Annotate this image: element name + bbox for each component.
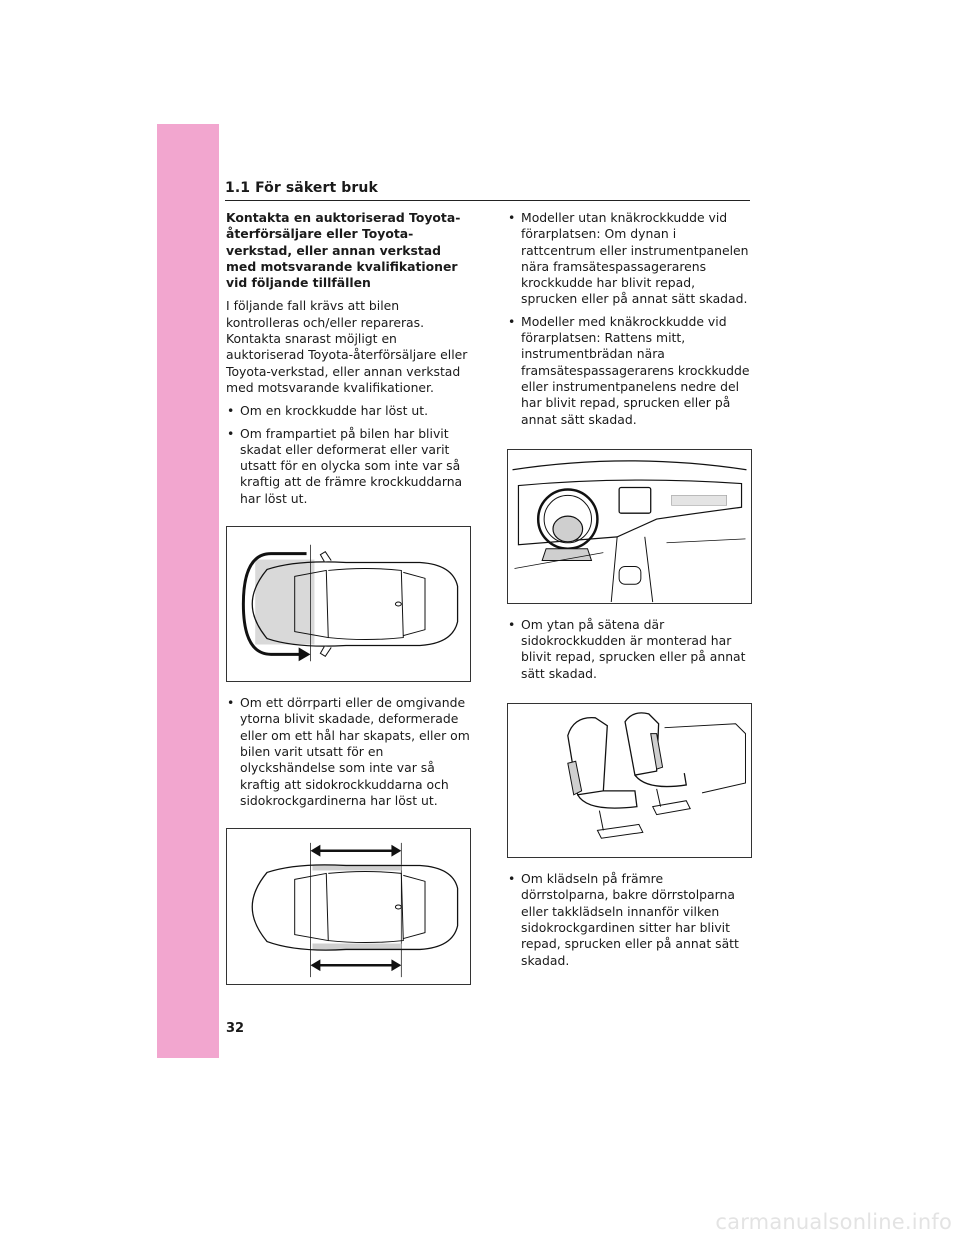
list-item: [507, 210, 752, 308]
front-seat-icon: [508, 704, 751, 857]
airbag-pad-highlight: [553, 516, 583, 542]
list-item: [507, 314, 752, 428]
bullet-icon: •: [508, 616, 516, 632]
intro-paragraph: I följande fall krävs att bilen kontrolleras och/eller repareras. Kontakta snarast möjligt en auktoriserad Toyota-återförsäljare eller Toyota-verkstad, eller annan verkstad med motsvarande kvalifikationer.: [226, 298, 468, 395]
side-airbag-highlight: [568, 761, 582, 795]
right-column: [507, 210, 752, 975]
seat-rail-left: [597, 824, 642, 838]
list-item: [226, 403, 471, 419]
chapter-tab: [157, 124, 219, 1058]
gear-shifter: [619, 566, 641, 584]
dashboard-illustration: [507, 449, 752, 604]
passenger-airbag-highlight: [671, 495, 726, 505]
side-airbag-highlight-right: [651, 734, 663, 770]
section-title: 1.1 För säkert bruk: [225, 180, 378, 196]
center-screen: [619, 487, 651, 513]
bullet-icon: •: [508, 313, 516, 329]
dashboard-icon: [508, 450, 751, 603]
bullet-icon: •: [227, 403, 235, 419]
list-item-text: Om ytan på sätena där sidokrockkudden är monterad har blivit repad, sprucken eller på annat sätt skadad.: [521, 616, 746, 681]
bullet-icon: •: [508, 871, 516, 887]
list-item-text: Om klädseln på främre dörrstolparna, bakre dörrstolparna eller takklädseln innanför vilken sidokrockgardinen sitter har blivit repad, sprucken eller på annat sätt skadad.: [521, 871, 739, 968]
section-heading: Kontakta en auktoriserad Toyota-återförsäljare eller Toyota-verkstad, eller annan verkstad med motsvarande kvalifikationer vid följande tillfällen: [226, 210, 461, 291]
watermark: carmanualsonline.info: [715, 1210, 952, 1234]
car-top-view-side-icon: [227, 829, 470, 984]
list-item-text: Om ett dörrparti eller de omgivande ytorna blivit skadade, deformerade eller om ett hål har skapats, eller om bilen varit utsatt för en olyckshändelse som inte var så kraftig att sidokrockkuddarna och sidokrockgardinerna har löst ut.: [240, 695, 470, 808]
seat-cushion-right: [635, 773, 686, 786]
page-number: 32: [226, 1021, 245, 1036]
car-top-view-front-icon: [227, 527, 470, 681]
center-console: [611, 537, 652, 602]
list-item: [507, 871, 752, 969]
list-item-text: Om frampartiet på bilen har blivit skadat eller deformerat eller varit utsatt för en olycka som inte var så kraftig att de främre krockkuddarna har löst ut.: [240, 425, 463, 506]
list-item: [226, 695, 471, 809]
front-impact-illustration: [226, 526, 471, 682]
arrow-head: [299, 647, 311, 661]
seat-rail-right: [653, 801, 691, 815]
side-impact-illustration: [226, 828, 471, 985]
list-item: [507, 617, 752, 682]
list-item-text: Modeller med knäkrockkudde vid förarplatsen: Rattens mitt, instrumentbrädan nära framsätespassagerarens krockkudde eller instrumentpanelens nedre del har blivit repad, sprucken eller på annat sätt skadad.: [521, 313, 750, 427]
left-column: [226, 210, 471, 985]
bullet-icon: •: [227, 695, 235, 711]
car-outline: [252, 865, 457, 950]
list-item-text: Modeller utan knäkrockkudde vid förarplatsen: Om dynan i rattcentrum eller instrumentpanelen nära framsätespassagerarens krockkudde har blivit repad, sprucken eller på annat sätt skadad.: [521, 210, 749, 307]
section-header: [225, 180, 750, 201]
bullet-icon: •: [508, 210, 516, 225]
windshield-edge: [513, 461, 747, 470]
bullet-icon: •: [227, 425, 235, 441]
list-item-text: Om en krockkudde har löst ut.: [240, 403, 429, 419]
seat-illustration: [507, 703, 752, 858]
door-frame: [665, 724, 746, 793]
dash-panel: [518, 480, 741, 545]
list-item: [226, 426, 471, 507]
